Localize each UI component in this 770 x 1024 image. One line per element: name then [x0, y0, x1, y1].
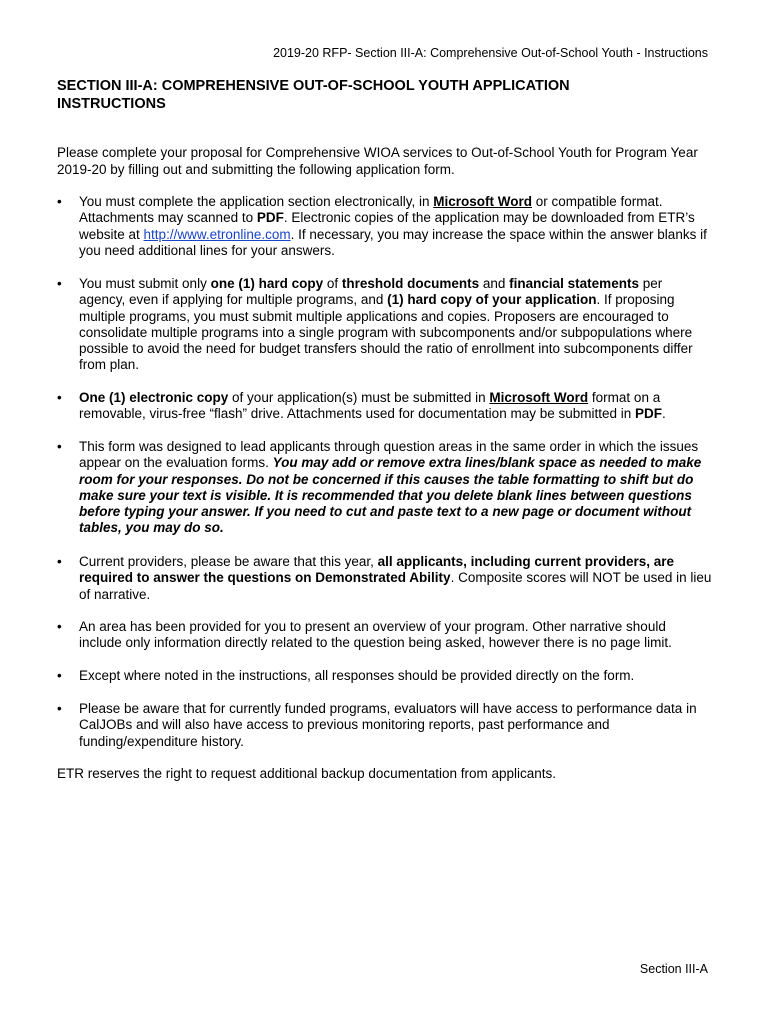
etr-website-link[interactable]: http://www.etronline.com	[143, 226, 291, 242]
bullet-dot-icon: •	[57, 276, 62, 291]
bullet-3-text: One (1) electronic copy of your application(s) must be submitted in Microsoft Word format on a removable, virus-free “flash” drive. Attachments used for documentation may be submitted in PDF.	[79, 390, 666, 422]
page-footer: Section III-A	[639, 962, 708, 976]
bullet-dot-icon: •	[57, 619, 62, 634]
instruction-bullet-3	[57, 390, 712, 423]
instruction-bullet-8	[57, 701, 712, 750]
instruction-bullet-7	[57, 668, 712, 684]
microsoft-word-emphasis: Microsoft Word	[433, 194, 532, 209]
bullet-6-text: An area has been provided for you to present an overview of your program. Other narrative should include only information directly related to the question being asked, however there is no page limit.	[79, 619, 672, 651]
closing-paragraph: ETR reserves the right to request additional backup documentation from applicants.	[57, 766, 557, 781]
instruction-bullet-2	[57, 276, 712, 374]
bullet-dot-icon: •	[57, 701, 62, 716]
bullet-1-text: You must complete the application section electronically, in Microsoft Word or compatible format. Attachments may scanned to PDF. Electronic copies of the application may be downloaded from ETR’s website at http://www.etronline.com. If necessary, you may increase the space within the answer blanks if you need additional lines for your answers.	[79, 194, 707, 258]
instruction-bullet-5	[57, 554, 712, 603]
bullet-dot-icon: •	[57, 668, 62, 683]
page-title	[57, 77, 697, 113]
bullet-dot-icon: •	[57, 194, 62, 209]
bullet-dot-icon: •	[57, 439, 62, 454]
bullet-4-text: This form was designed to lead applicants through question areas in the same order in which the issues appear on the evaluation forms. You may add or remove extra lines/blank space as needed to make room for your responses. Do not be concerned if this causes the table formatting to shift but do make sure your text is visible. It is recommended that you delete blank lines between questions before typing your answer. If you need to cut and paste text to a new page or document without tables, you may do so.	[79, 439, 702, 536]
instruction-bullet-1	[57, 194, 712, 259]
bullet-2-text: You must submit only one (1) hard copy of threshold documents and financial statements per agency, even if applying for multiple programs, and (1) hard copy of your application. If proposing multiple programs, you must submit multiple applications and copies. Proposers are encouraged to consolidate multiple programs into a single program with subcomponents and/or subpopulations where possible to avoid the need for budget transfers should the ratio of enrollment into subcomponents differ from plan.	[79, 276, 693, 373]
title-line-2: INSTRUCTIONS	[57, 96, 166, 112]
pdf-emphasis: PDF	[256, 210, 284, 226]
instruction-bullet-4	[57, 439, 712, 537]
bullet-5-text: Current providers, please be aware that this year, all applicants, including current providers, are required to answer the questions on Demonstrated Ability. Composite scores will NOT be used in lieu of narrative.	[79, 554, 712, 602]
intro-paragraph: Please complete your proposal for Comprehensive WIOA services to Out-of-School Youth for Program Year 2019-20 by filling out and submitting the following application form.	[57, 145, 698, 177]
bullet-dot-icon: •	[57, 554, 62, 569]
running-header: 2019-20 RFP- Section III-A: Comprehensive Out-of-School Youth - Instructions	[273, 46, 708, 60]
bullet-dot-icon: •	[57, 390, 62, 405]
bullet-8-text: Please be aware that for currently funded programs, evaluators will have access to performance data in CalJOBs and will also have access to previous monitoring reports, past performance and funding/expenditure history.	[79, 701, 697, 749]
title-line-1: SECTION III-A: COMPREHENSIVE OUT-OF-SCHOOL YOUTH APPLICATION	[57, 78, 570, 94]
instruction-bullet-6	[57, 619, 712, 652]
bullet-7-text: Except where noted in the instructions, all responses should be provided directly on the form.	[79, 668, 635, 683]
